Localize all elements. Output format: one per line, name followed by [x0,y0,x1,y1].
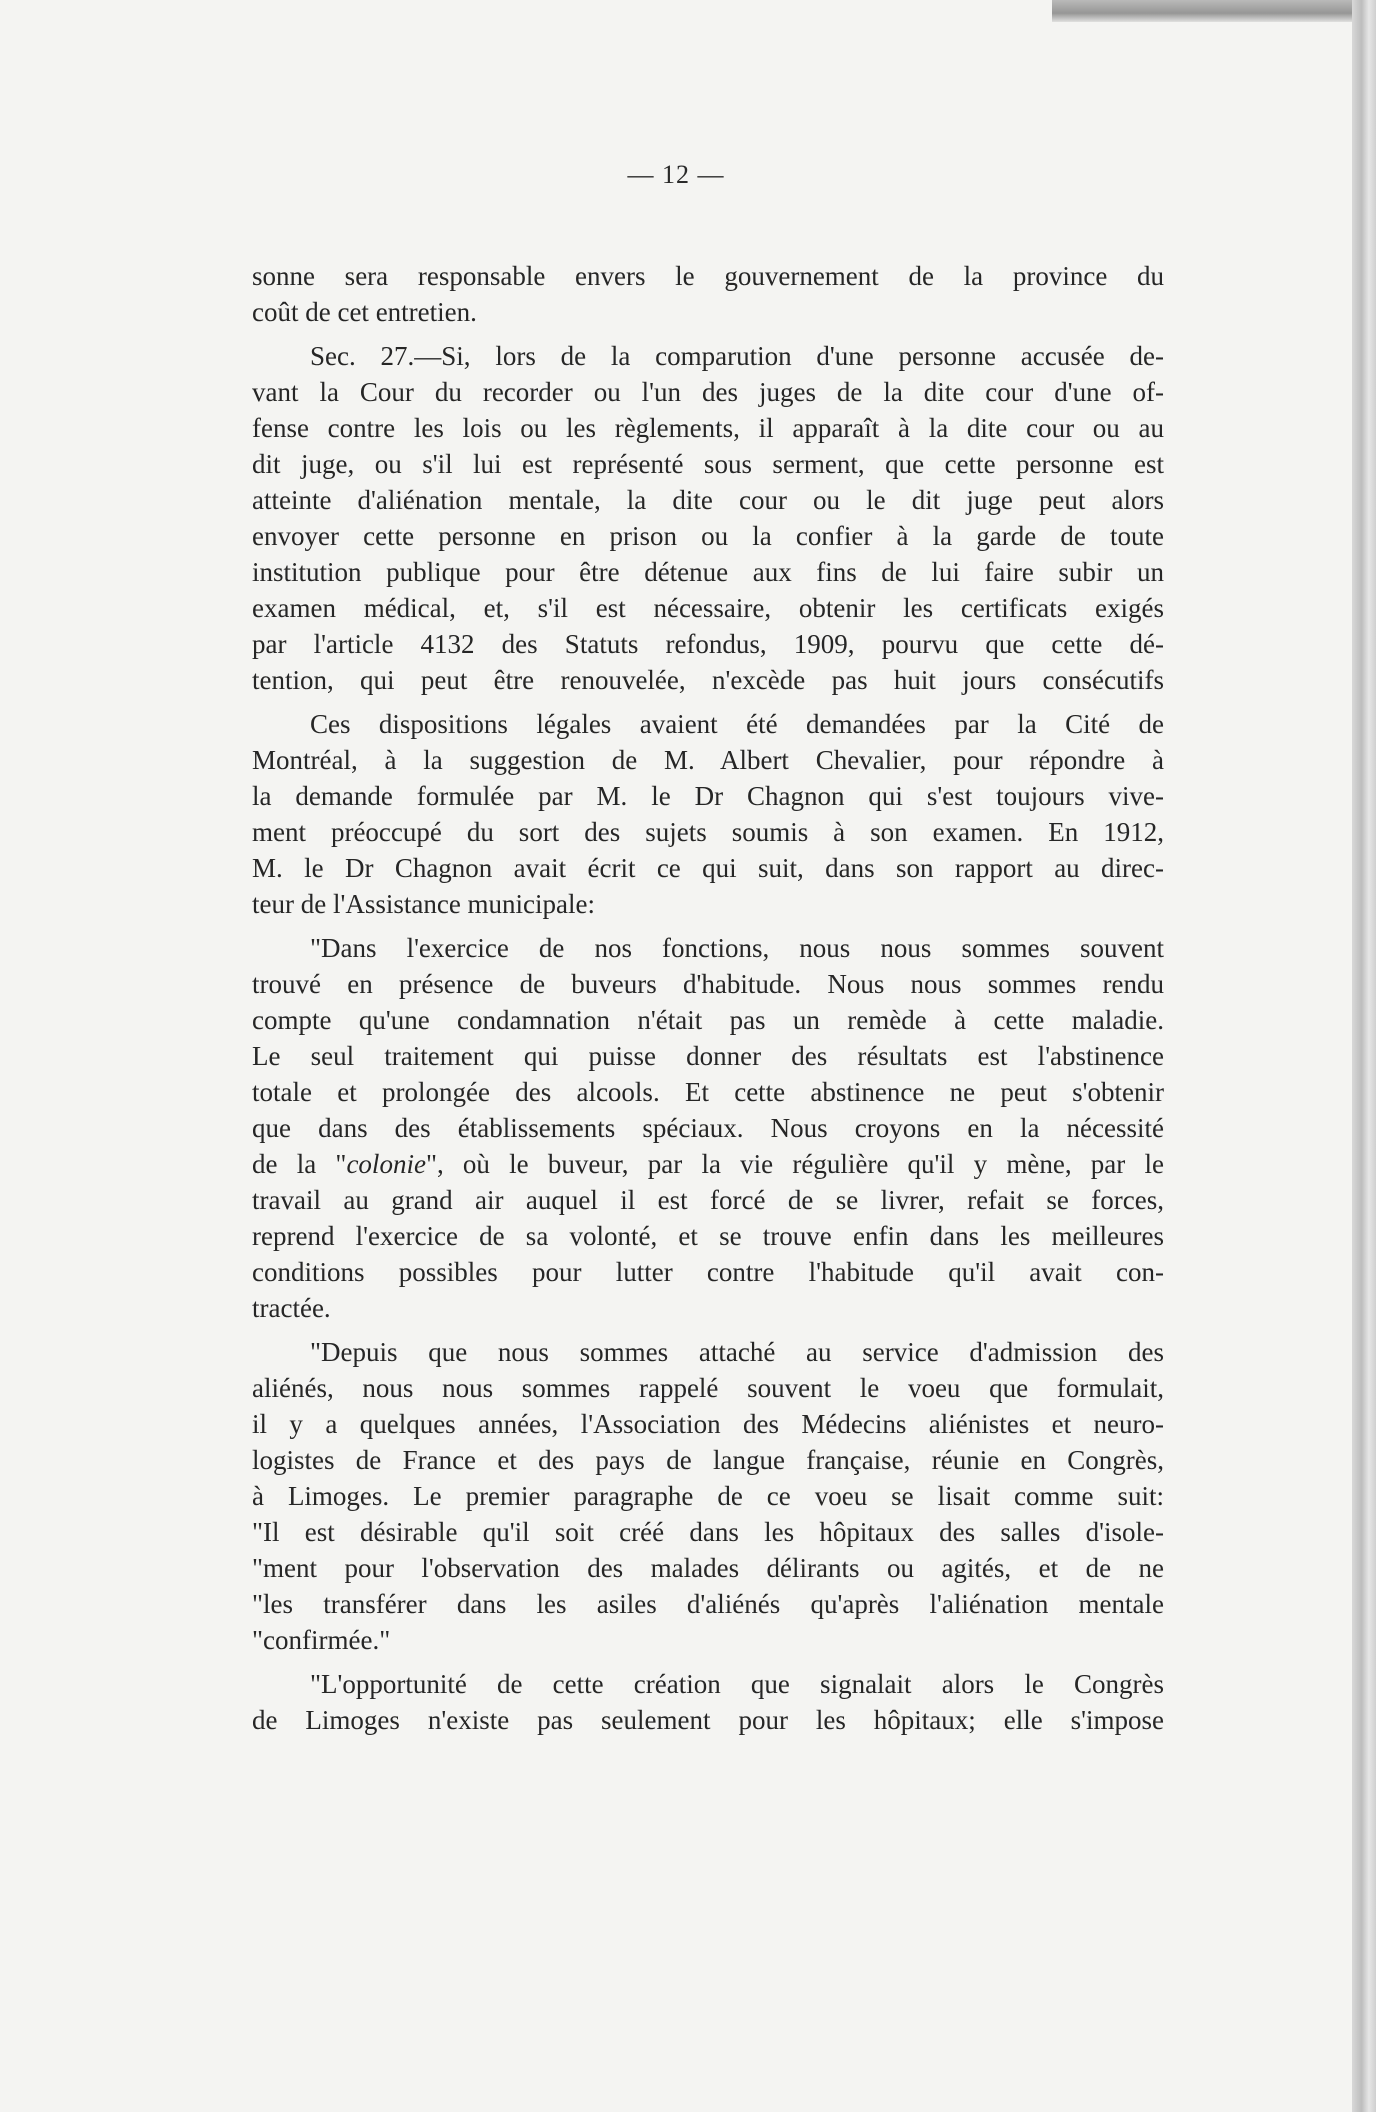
text-line: de Limoges n'existe pas seulement pour les hôpitaux; elle s'impose [252,1705,1164,1735]
text-line: institution publique pour être détenue aux fins de lui faire subir un [252,557,1164,587]
text-line: examen médical, et, s'il est nécessaire, obtenir les certificats exigés [252,593,1164,623]
page-edge [1352,0,1376,2112]
text-line: Ces dispositions légales avaient été demandées par la Cité de [310,709,1164,739]
text-line: "Depuis que nous sommes attaché au service d'admission des [310,1337,1164,1367]
paragraph-3 [252,706,1164,922]
text-line: envoyer cette personne en prison ou la confier à la garde de toute [252,521,1164,551]
italic-word: colonie [346,1149,426,1179]
scan-edge-shadow [1052,0,1352,22]
text-line: reprend l'exercice de sa volonté, et se trouve enfin dans les meilleures [252,1221,1164,1251]
text-line: "Il est désirable qu'il soit créé dans les hôpitaux des salles d'isole- [252,1517,1164,1547]
text-line: à Limoges. Le premier paragraphe de ce voeu se lisait comme suit: [252,1481,1164,1511]
text-line: dit juge, ou s'il lui est représenté sous serment, que cette personne est [252,449,1164,479]
text-line: teur de l'Assistance municipale: [252,889,596,919]
text-line: travail au grand air auquel il est forcé de se livrer, refait se forces, [252,1185,1164,1215]
text-line: aliénés, nous nous sommes rappelé souvent le voeu que formulait, [252,1373,1164,1403]
text-line: compte qu'une condamnation n'était pas un remède à cette maladie. [252,1005,1164,1035]
text-line: fense contre les lois ou les règlements, il apparaît à la dite cour ou au [252,413,1164,443]
paragraph-4 [252,930,1164,1326]
body-text [252,258,1164,1746]
text-line: "ment pour l'observation des malades délirants ou agités, et de ne [252,1553,1164,1583]
text-line: sonne sera responsable envers le gouvernement de la province du [252,261,1164,291]
text-line: il y a quelques années, l'Association des Médecins aliénistes et neuro- [252,1409,1164,1439]
text-line: ment préoccupé du sort des sujets soumis à son examen. En 1912, [252,817,1164,847]
text-line: Montréal, à la suggestion de M. Albert Chevalier, pour répondre à [252,745,1164,775]
text-line: "Dans l'exercice de nos fonctions, nous nous sommes souvent [310,933,1164,963]
paragraph-2 [252,338,1164,698]
paragraph-6 [252,1666,1164,1738]
text-line: Sec. 27.—Si, lors de la comparution d'une personne accusée de- [310,341,1164,371]
text-line: logistes de France et des pays de langue française, réunie en Congrès, [252,1445,1164,1475]
text-line: "les transférer dans les asiles d'aliénés qu'après l'aliénation mentale [252,1589,1164,1619]
paragraph-5 [252,1334,1164,1658]
text-line: la demande formulée par M. le Dr Chagnon qui s'est toujours vive- [252,781,1164,811]
text-line: atteinte d'aliénation mentale, la dite cour ou le dit juge peut alors [252,485,1164,515]
text-line: de la "colonie", où le buveur, par la vie régulière qu'il y mène, par le [252,1149,1164,1179]
paragraph-1 [252,258,1164,330]
text-line: par l'article 4132 des Statuts refondus, 1909, pourvu que cette dé- [252,629,1164,659]
text-line: Le seul traitement qui puisse donner des résultats est l'abstinence [252,1041,1164,1071]
text-line: totale et prolongée des alcools. Et cette abstinence ne peut s'obtenir [252,1077,1164,1107]
text-line: M. le Dr Chagnon avait écrit ce qui suit, dans son rapport au direc- [252,853,1164,883]
text-line: trouvé en présence de buveurs d'habitude. Nous nous sommes rendu [252,969,1164,999]
text-line: que dans des établissements spéciaux. Nous croyons en la nécessité [252,1113,1164,1143]
page-number: — 12 — [627,160,725,189]
text-line: conditions possibles pour lutter contre l'habitude qu'il avait con- [252,1257,1164,1287]
text-line: vant la Cour du recorder ou l'un des juges de la dite cour d'une of- [252,377,1164,407]
text-line: "confirmée." [252,1625,391,1655]
text-line: "L'opportunité de cette création que signalait alors le Congrès [310,1669,1164,1699]
text-line: coût de cet entretien. [252,297,477,327]
text-line: tractée. [252,1293,331,1323]
text-line: tention, qui peut être renouvelée, n'excède pas huit jours consécutifs [252,665,1164,695]
